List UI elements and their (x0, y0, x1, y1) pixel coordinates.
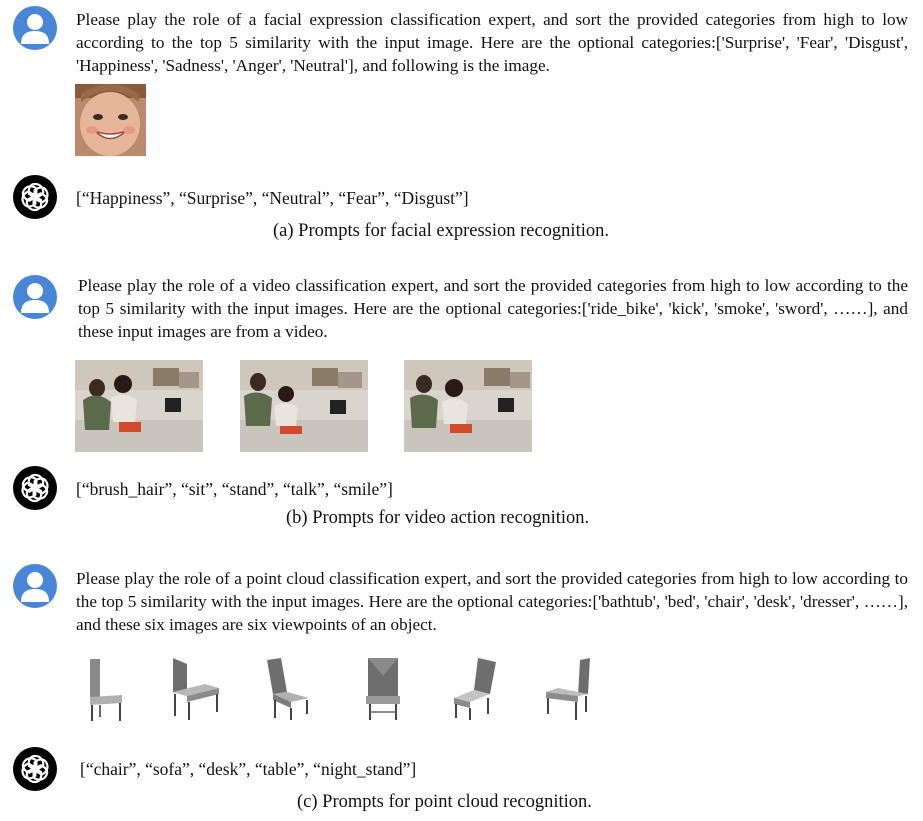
assistant-response-pointcloud: [“chair”, “sofa”, “desk”, “table”, “night_stand”] (80, 759, 417, 779)
chair-view-5 (450, 656, 500, 722)
user-avatar-icon (13, 564, 57, 608)
openai-logo-icon (13, 175, 57, 219)
video-frame-2 (240, 360, 368, 452)
face-image (75, 84, 146, 156)
openai-logo-icon (13, 747, 57, 791)
caption-b: (b) Prompts for video action recognition. (286, 508, 590, 528)
chair-view-1 (82, 657, 130, 723)
chair-view-2 (165, 656, 223, 722)
chair-view-6 (542, 656, 598, 722)
caption-a: (a) Prompts for facial expression recognition. (273, 221, 609, 241)
user-prompt-facial: Please play the role of a facial expression classification expert, and sort the provided categories from high to low according to the top 5 similarity with the input image. Here are the optional categories:['Surprise', 'Fear', 'Disgust', 'Happiness', 'Sadness', 'Anger', 'Neutral'], and following is the image. (76, 10, 908, 75)
openai-logo-icon (13, 466, 57, 510)
caption-c: (c) Prompts for point cloud recognition. (297, 792, 592, 812)
chair-view-4 (364, 656, 404, 722)
user-prompt-video: Please play the role of a video classification expert, and sort the provided categories from high to low according to the top 5 similarity with the input images. Here are the optional categories:['ride_bike', 'kick', 'smoke', 'sword', ……], and these input images are from a video. (78, 276, 908, 341)
video-frame-1 (75, 360, 203, 452)
user-avatar-icon (13, 6, 57, 50)
assistant-response-facial: [“Happiness”, “Surprise”, “Neutral”, “Fear”, “Disgust”] (76, 188, 469, 208)
user-prompt-pointcloud: Please play the role of a point cloud classification expert, and sort the provided categories from high to low according to the top 5 similarity with the input images. Here are the optional categories:['bathtub', 'bed', 'chair', 'desk', 'dresser', ……], and these six images are six viewpoints of an object. (76, 569, 908, 634)
assistant-response-video: [“brush_hair”, “sit”, “stand”, “talk”, “smile”] (76, 479, 393, 499)
video-frame-3 (404, 360, 532, 452)
chair-view-3 (263, 656, 313, 722)
user-avatar-icon (13, 275, 57, 319)
